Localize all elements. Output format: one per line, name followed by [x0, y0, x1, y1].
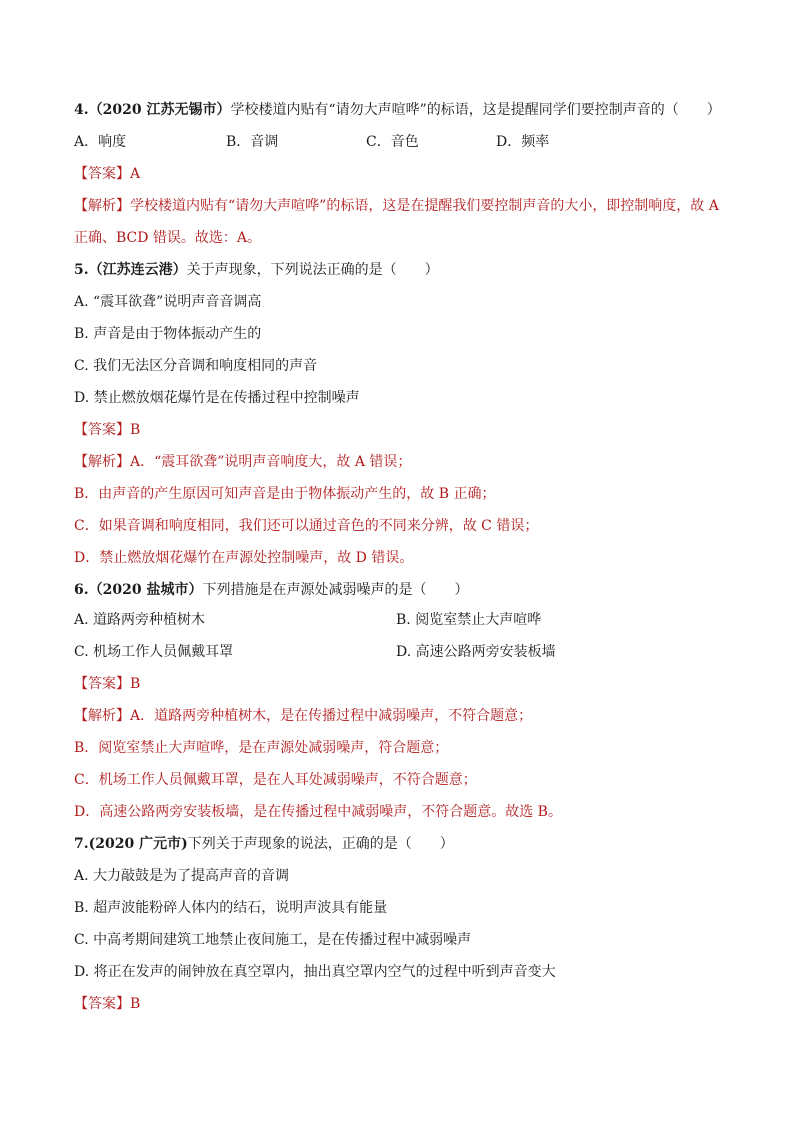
option-a: A. 道路两旁种植树木 — [74, 612, 206, 628]
question-7-answer — [74, 994, 734, 1014]
question-6-options-row-1 — [74, 610, 734, 630]
option-c: C. 机场工作人员佩戴耳罩 — [74, 644, 234, 660]
question-4-stem — [74, 100, 734, 120]
question-6-analysis-line-2: B．阅览室禁止大声喧哗，是在声源处减弱噪声，符合题意； — [74, 740, 449, 756]
question-text: 下列关于声现象的说法，正确的是（ ） — [187, 836, 454, 852]
question-5-analysis-line-2: B．由声音的产生原因可知声音是由于物体振动产生的，故 B 正确； — [74, 486, 496, 502]
option-d: D．频率 — [496, 134, 550, 150]
question-text: 下列措施是在声源处减弱噪声的是（ ） — [202, 582, 469, 598]
question-4-options — [74, 132, 734, 152]
question-source: （2020 盐城市） — [88, 582, 203, 598]
question-5-option-a: A. “震耳欲聋”说明声音音调高 — [74, 294, 262, 310]
analysis-text: 学校楼道内贴有“请勿大声喧哗”的标语，这是在提醒我们要控制声音的大小，即控制响度，故 A — [130, 198, 719, 214]
question-6-analysis-line-3: C．机场工作人员佩戴耳罩，是在人耳处减弱噪声，不符合题意； — [74, 772, 477, 788]
question-5-option-b: B. 声音是由于物体振动产生的 — [74, 326, 262, 342]
question-text: 关于声现象，下列说法正确的是（ ） — [186, 262, 439, 278]
answer-label: 【答案】 — [74, 996, 130, 1012]
answer-label: 【答案】 — [74, 166, 130, 182]
question-number: 6. — [74, 582, 89, 598]
question-number: 4. — [74, 102, 89, 118]
answer-value: B — [130, 676, 141, 692]
question-text: 学校楼道内贴有“请勿大声喧哗”的标语，这是提醒同学们要控制声音的（ ） — [230, 102, 721, 118]
question-5-stem — [74, 260, 734, 280]
option-d: D. 高速公路两旁安装板墙 — [396, 644, 556, 660]
question-5-analysis-line-1 — [74, 452, 734, 472]
question-number: 5. — [74, 262, 89, 278]
question-source: （2020 江苏无锡市） — [88, 102, 231, 118]
answer-value: A — [130, 166, 141, 182]
question-7-option-a: A. 大力敲鼓是为了提高声音的音调 — [74, 868, 290, 884]
analysis-label: 【解析】 — [74, 198, 130, 214]
question-7-stem — [74, 834, 734, 854]
answer-value: B — [130, 422, 141, 438]
question-4-analysis-line-1 — [74, 196, 734, 216]
question-5-option-c: C. 我们无法区分音调和响度相同的声音 — [74, 358, 318, 374]
analysis-text: A．“震耳欲聋”说明声音响度大，故 A 错误； — [130, 454, 412, 470]
question-number: 7. — [74, 836, 89, 852]
question-7-option-d: D. 将正在发声的闹钟放在真空罩内，抽出真空罩内空气的过程中听到声音变大 — [74, 964, 556, 980]
question-5-analysis-line-3: C．如果音调和响度相同，我们还可以通过音色的不同来分辨，故 C 错误； — [74, 518, 539, 534]
question-6-options-row-2 — [74, 642, 734, 662]
question-source: （江苏连云港） — [88, 262, 187, 278]
question-source: (2020 广元市) — [88, 836, 188, 852]
question-6-stem — [74, 580, 734, 600]
question-4-answer — [74, 164, 734, 184]
analysis-label: 【解析】 — [74, 708, 130, 724]
question-5-option-d: D. 禁止燃放烟花爆竹是在传播过程中控制噪声 — [74, 390, 360, 406]
option-c: C．音色 — [366, 134, 419, 150]
answer-label: 【答案】 — [74, 676, 130, 692]
question-6-answer — [74, 674, 734, 694]
option-a: A．响度 — [74, 134, 127, 150]
analysis-text: A．道路两旁种植树木，是在传播过程中减弱噪声，不符合题意； — [130, 708, 533, 724]
question-6-analysis-line-4: D．高速公路两旁安装板墙，是在传播过程中减弱噪声，不符合题意。故选 B。 — [74, 804, 562, 820]
question-7-option-b: B. 超声波能粉碎人体内的结石，说明声波具有能量 — [74, 900, 388, 916]
answer-value: B — [130, 996, 141, 1012]
question-6-analysis-line-1 — [74, 706, 734, 726]
question-4-analysis-line-2: 正确、BCD 错误。故选：A。 — [74, 230, 262, 246]
answer-label: 【答案】 — [74, 422, 130, 438]
question-5-answer — [74, 420, 734, 440]
analysis-label: 【解析】 — [74, 454, 130, 470]
question-5-analysis-line-4: D．禁止燃放烟花爆竹在声源处控制噪声，故 D 错误。 — [74, 550, 414, 566]
question-7-option-c: C. 中高考期间建筑工地禁止夜间施工，是在传播过程中减弱噪声 — [74, 932, 472, 948]
option-b: B．音调 — [226, 134, 279, 150]
option-b: B. 阅览室禁止大声喧哗 — [396, 612, 542, 628]
